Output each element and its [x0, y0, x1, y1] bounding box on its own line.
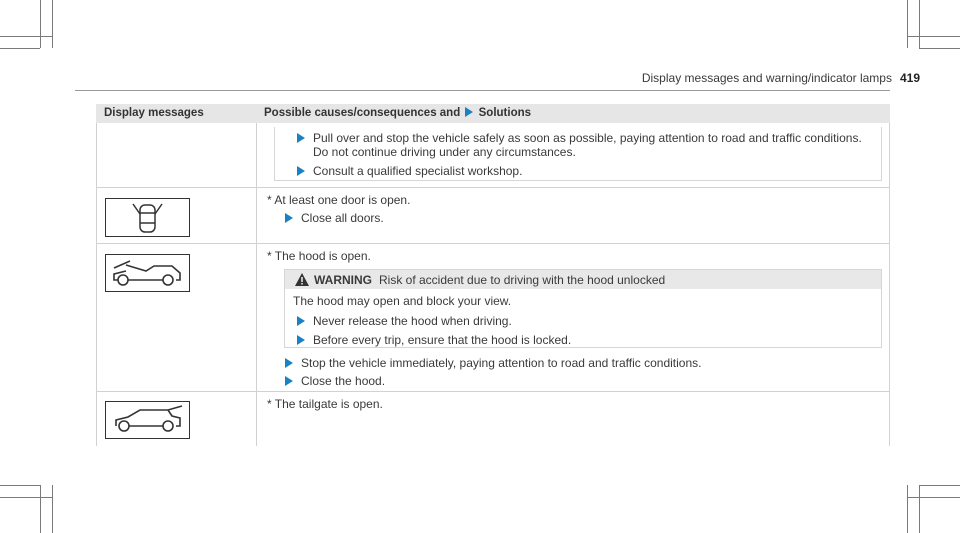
crop-mark [907, 36, 960, 37]
cause-text: * At least one door is open. [267, 193, 411, 207]
table-row [96, 244, 890, 392]
warning-label: WARNING [314, 273, 372, 287]
crop-mark [919, 485, 960, 486]
step-text: Do not continue driving under any circumstances. [313, 145, 576, 159]
column-header-solutions-text: Solutions [478, 107, 532, 119]
crop-mark [0, 36, 52, 37]
crop-mark [0, 497, 52, 498]
step-text: Pull over and stop the vehicle safely as soon as possible, paying attention to road and traffic conditions. [313, 131, 862, 145]
tailgate-open-icon [105, 401, 190, 439]
step-arrow-icon [297, 133, 305, 143]
step-arrow-icon [285, 358, 293, 368]
step-arrow-icon [285, 376, 293, 386]
warning-text: The hood may open and block your view. [293, 294, 512, 308]
table-row [96, 392, 890, 446]
page-header [642, 71, 920, 85]
warning-triangle-icon [295, 273, 309, 286]
table-row [96, 123, 890, 188]
warning-title: Risk of accident due to driving with the hood unlocked [379, 273, 666, 287]
crop-mark [52, 485, 53, 533]
crop-mark [52, 0, 53, 48]
column-header-causes-text: Possible causes/consequences and [264, 107, 461, 119]
step-arrow-icon [297, 335, 305, 345]
arrow-right-icon [465, 107, 473, 117]
table-header [96, 104, 890, 123]
step-text: Close the hood. [301, 374, 386, 388]
header-divider [75, 90, 890, 91]
crop-mark [40, 0, 41, 48]
crop-mark [0, 48, 40, 49]
crop-mark [0, 485, 40, 486]
step-text: Close all doors. [301, 211, 384, 225]
page-header-title: Display messages and warning/indicator lamps [641, 71, 892, 85]
crop-mark [907, 485, 908, 533]
warning-step-text: Before every trip, ensure that the hood is locked. [313, 333, 572, 347]
crop-mark [907, 497, 960, 498]
crop-mark [919, 485, 920, 533]
page-number: 419 [899, 71, 920, 85]
column-header-causes [264, 107, 531, 119]
step-arrow-icon [297, 166, 305, 176]
table-row [96, 188, 890, 244]
step-arrow-icon [285, 213, 293, 223]
hood-open-icon [105, 254, 190, 292]
step-text: Consult a qualified specialist workshop. [313, 164, 523, 178]
crop-mark [919, 48, 960, 49]
warning-box [284, 269, 882, 348]
step-text: Stop the vehicle immediately, paying attention to road and traffic conditions. [301, 356, 702, 370]
cause-text: * The hood is open. [267, 249, 371, 263]
warning-step-text: Never release the hood when driving. [313, 314, 512, 328]
display-messages-table [96, 104, 890, 446]
column-header-display-messages: Display messages [104, 107, 204, 119]
door-open-icon [105, 198, 190, 237]
step-arrow-icon [297, 316, 305, 326]
crop-mark [907, 0, 908, 48]
crop-mark [40, 485, 41, 533]
crop-mark [919, 0, 920, 48]
cause-text: * The tailgate is open. [267, 397, 383, 411]
